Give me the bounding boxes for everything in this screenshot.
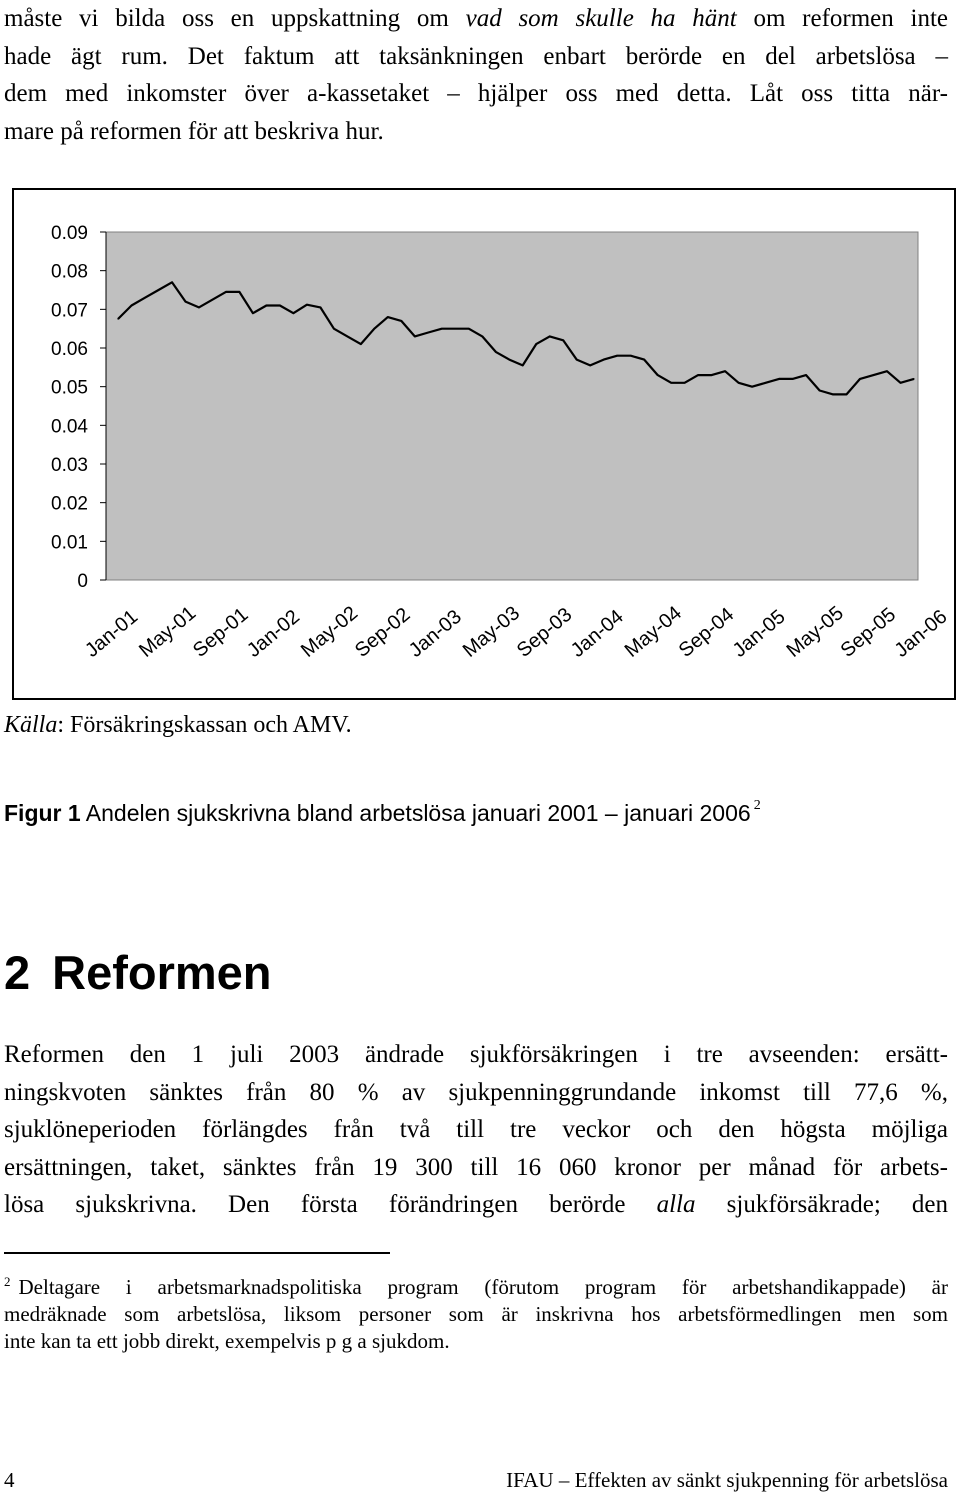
data-point xyxy=(913,378,914,379)
data-point xyxy=(306,304,307,305)
data-point xyxy=(428,332,429,333)
intro-line-1 xyxy=(4,0,948,38)
data-point xyxy=(644,359,645,360)
x-tick-label: Jan-02 xyxy=(242,605,304,662)
body-line-4: ersättningen, taket, sänktes från 19 300 till 16 060 kronor per månad för arbets- xyxy=(4,1153,948,1181)
data-point xyxy=(441,328,442,329)
y-tick-label: 0.08 xyxy=(51,261,88,283)
data-point xyxy=(225,291,226,292)
plot-area xyxy=(106,232,918,580)
running-footer: IFAU – Effekten av sänkt sjukpenning för arbetslösa xyxy=(506,1468,948,1492)
data-point xyxy=(846,394,847,395)
caption-text: Andelen sjukskrivna bland arbetslösa januari 2001 – januari 2006 xyxy=(80,800,751,826)
caption-label: Figur 1 xyxy=(4,800,81,826)
y-tick-label: 0.01 xyxy=(51,532,88,554)
x-tick-label: Sep-05 xyxy=(836,603,901,662)
page-number: 4 xyxy=(4,1468,15,1492)
source-label: Källa xyxy=(4,712,58,738)
data-point xyxy=(360,344,361,345)
x-tick-label: May-05 xyxy=(782,602,848,662)
data-point xyxy=(576,359,577,360)
data-point xyxy=(725,371,726,372)
x-tick-label: Jan-04 xyxy=(566,605,628,662)
footnote-line-1 xyxy=(4,1268,948,1301)
data-point xyxy=(792,378,793,379)
y-tick-label: 0.02 xyxy=(51,493,88,515)
footnote-line-3: inte kan ta ett jobb direkt, exempelvis p g a sjukdom. xyxy=(4,1329,450,1353)
data-point xyxy=(833,394,834,395)
intro-text: om reformen inte xyxy=(736,5,948,32)
footnote-separator xyxy=(4,1252,390,1254)
x-tick-label: Jan-06 xyxy=(890,605,952,662)
x-tick-label: Sep-03 xyxy=(512,603,577,662)
data-point xyxy=(482,336,483,337)
data-point xyxy=(131,305,132,306)
body-line-5 xyxy=(4,1186,948,1224)
data-point xyxy=(374,328,375,329)
data-point xyxy=(495,351,496,352)
data-point xyxy=(144,297,145,298)
data-point xyxy=(630,355,631,356)
body-line-2: ningskvoten sänktes från 80 % av sjukpenninggrundande inkomst till 77,6 %, xyxy=(4,1078,948,1106)
data-point xyxy=(657,375,658,376)
figure-1-chart xyxy=(12,188,956,700)
data-point xyxy=(806,375,807,376)
data-point xyxy=(819,390,820,391)
y-tick-label: 0.05 xyxy=(51,377,88,399)
data-point xyxy=(522,365,523,366)
line-chart xyxy=(14,190,954,698)
data-point xyxy=(347,336,348,337)
intro-text: måste vi bilda oss en uppskattning om xyxy=(4,5,466,32)
figure-source xyxy=(4,712,352,739)
data-point xyxy=(455,328,456,329)
body-line-3: sjuklöneperioden förlängdes från två till tre veckor och den högsta möjliga xyxy=(4,1116,948,1143)
footnote-line-2: medräknade som arbetslösa, liksom personer som är inskrivna hos arbetsförmedlingen men som xyxy=(4,1302,948,1326)
y-tick-label: 0.06 xyxy=(51,339,88,360)
data-point xyxy=(765,382,766,383)
y-tick-label: 0.04 xyxy=(51,416,88,438)
x-tick-label: Jan-01 xyxy=(81,605,143,662)
body-line-1: Reformen den 1 juli 2003 ändrade sjukförsäkringen i tre avseenden: ersätt- xyxy=(4,1041,948,1068)
footnote-number: 2 xyxy=(4,1274,11,1289)
footnote xyxy=(4,1268,948,1355)
section-number: 2 xyxy=(4,946,31,999)
x-tick-label: Sep-01 xyxy=(189,603,253,662)
intro-line-2: hade ägt rum. Det faktum att taksänkningen enbart berörde en del arbetslösa – xyxy=(4,42,948,70)
body-emphasis: alla xyxy=(656,1191,696,1218)
data-point xyxy=(603,359,604,360)
data-point xyxy=(563,340,564,341)
figure-caption xyxy=(4,798,761,827)
data-point xyxy=(171,282,172,283)
x-tick-label: May-02 xyxy=(296,602,363,662)
data-point xyxy=(900,382,901,383)
data-point xyxy=(752,386,753,387)
y-tick-label: 0.09 xyxy=(51,223,88,244)
footnote-text: Deltagare i arbetsmarknadspolitiska program (förutom program för arbetshandikappade) är xyxy=(18,1275,948,1299)
data-point xyxy=(266,305,267,306)
data-point xyxy=(198,307,199,308)
intro-line-3: dem med inkomster över a-kassetaket – hjälper oss med detta. Låt oss titta när- xyxy=(4,80,948,107)
caption-footnote-ref: 2 xyxy=(753,798,761,813)
data-point xyxy=(252,313,253,314)
x-tick-label: May-01 xyxy=(135,602,201,662)
data-point xyxy=(886,371,887,372)
y-tick-label: 0.07 xyxy=(51,300,88,322)
data-point xyxy=(859,378,860,379)
data-point xyxy=(509,359,510,360)
data-point xyxy=(738,382,739,383)
data-point xyxy=(212,299,213,300)
section-heading xyxy=(4,945,272,1000)
data-point xyxy=(698,375,699,376)
intro-emphasis: vad som skulle ha hänt xyxy=(465,5,737,32)
x-tick-label: Sep-04 xyxy=(674,603,739,662)
data-point xyxy=(387,317,388,318)
data-point xyxy=(279,305,280,306)
data-point xyxy=(401,320,402,321)
data-point xyxy=(414,336,415,337)
intro-line-4: mare på reformen för att beskriva hur. xyxy=(4,117,384,145)
source-text: : Försäkringskassan och AMV. xyxy=(57,712,352,738)
data-point xyxy=(117,318,118,319)
data-point xyxy=(684,382,685,383)
data-point xyxy=(536,344,537,345)
data-point xyxy=(711,375,712,376)
data-point xyxy=(185,301,186,302)
data-point xyxy=(320,307,321,308)
data-point xyxy=(779,378,780,379)
intro-paragraph xyxy=(4,0,948,150)
x-tick-label: May-03 xyxy=(458,602,525,662)
y-tick-label: 0.03 xyxy=(51,455,88,476)
section-title: Reformen xyxy=(52,946,272,999)
data-point xyxy=(671,382,672,383)
data-point xyxy=(468,328,469,329)
y-tick-label: 0 xyxy=(77,571,88,592)
data-point xyxy=(239,291,240,292)
data-point xyxy=(158,289,159,290)
body-text: sjukförsäkrade; den xyxy=(695,1191,948,1218)
data-point xyxy=(590,365,591,366)
x-tick-label: Jan-05 xyxy=(728,605,790,662)
data-point xyxy=(873,375,874,376)
body-paragraph xyxy=(4,1036,948,1224)
x-tick-label: May-04 xyxy=(620,602,686,662)
body-text: lösa sjukskrivna. Den första förändringen berörde xyxy=(4,1191,657,1218)
data-point xyxy=(549,336,550,337)
data-point xyxy=(293,313,294,314)
x-tick-label: Jan-03 xyxy=(404,605,466,662)
data-point xyxy=(617,355,618,356)
data-point xyxy=(333,328,334,329)
x-tick-label: Sep-02 xyxy=(350,603,415,662)
